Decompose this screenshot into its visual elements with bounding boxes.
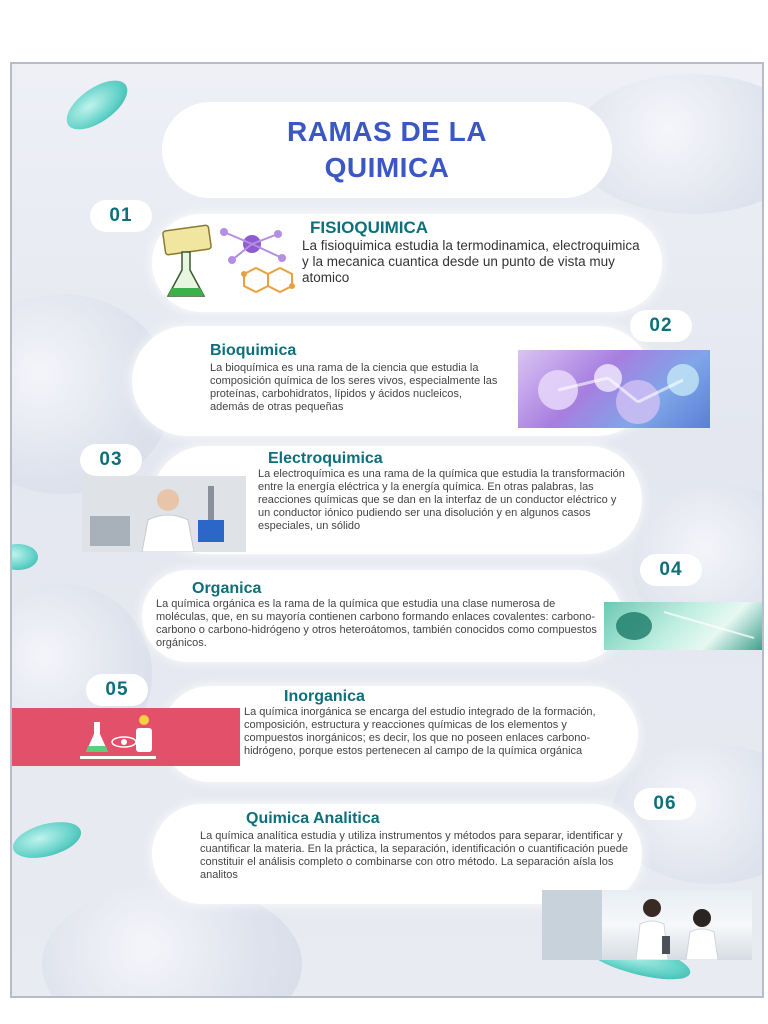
section-text: La química analítica estudia y utiliza instrumentos y métodos para separar, identificar y cuantificar la materia. En la práctica, la separación, identificación o cuantificación puede constituir el análisis completo o combinarse con otro método. La separación aísla los analitos <box>200 830 629 881</box>
analytic-lab-photo <box>542 890 752 960</box>
organic-lab-photo <box>604 602 762 650</box>
section-heading: Inorganica <box>284 688 365 705</box>
section-number-05: 05 <box>86 674 148 706</box>
section-heading: Organica <box>192 580 262 597</box>
page-title <box>162 102 612 198</box>
lab-flask-illustration <box>154 224 304 304</box>
bacteria-illustration <box>59 71 136 139</box>
bacteria-illustration <box>10 544 38 570</box>
section-heading: FISIOQUIMICA <box>310 218 429 237</box>
section-number-03: 03 <box>80 444 142 476</box>
molecule-photo <box>518 350 710 428</box>
section-heading: Bioquimica <box>210 342 297 359</box>
section-text: La química inorgánica se encarga del estudio integrado de la formación, composición, estructura y reacciones químicas de los elementos y compuestos inorgánicos; es decir, los que no poseen enlaces carbono-hidrógeno, porque estos pertenecen al campo de la química orgánica <box>244 706 596 757</box>
section-text: La química orgánica es la rama de la química que estudia una clase numerosa de moléculas, que, en su mayoría contienen carbono formando enlaces covalentes: carbono-carbono o carbono-hidrógeno y otros heteroátomos, también conocidos como compuestos orgánicos. <box>156 598 597 649</box>
inorganic-banner <box>12 708 240 766</box>
section-number-01: 01 <box>90 200 152 232</box>
title-line-2: QUIMICA <box>324 152 450 183</box>
section-text: La electroquímica es una rama de la química que estudia la transformación entre la energía eléctrica y la energía química. En otras palabras, las reacciones químicas que se dan en la interfaz de un conductor eléctrico y un conductor iónico pudiendo ser una disolución y en algunos casos especiales, un sólido <box>258 468 625 532</box>
section-text: La fisioquimica estudia la termodinamica, electroquimica y la mecanica cuantica desde un punto de vista muy atomico <box>302 238 640 285</box>
section-heading: Electroquimica <box>268 450 383 467</box>
section-heading: Quimica Analitica <box>246 810 380 827</box>
scientist-photo <box>82 476 246 552</box>
section-text: La bioquímica es una rama de la ciencia que estudia la composición química de los seres vivos, especialmente las proteínas, carbohidratos, lípidos y ácidos nucleicos, además de otras pequeñas <box>210 362 498 413</box>
infographic-poster <box>10 62 764 998</box>
section-number-02: 02 <box>630 310 692 342</box>
bacteria-illustration <box>10 815 85 864</box>
section-number-04: 04 <box>640 554 702 586</box>
title-line-1: RAMAS DE LA <box>287 116 487 147</box>
section-number-06: 06 <box>634 788 696 820</box>
